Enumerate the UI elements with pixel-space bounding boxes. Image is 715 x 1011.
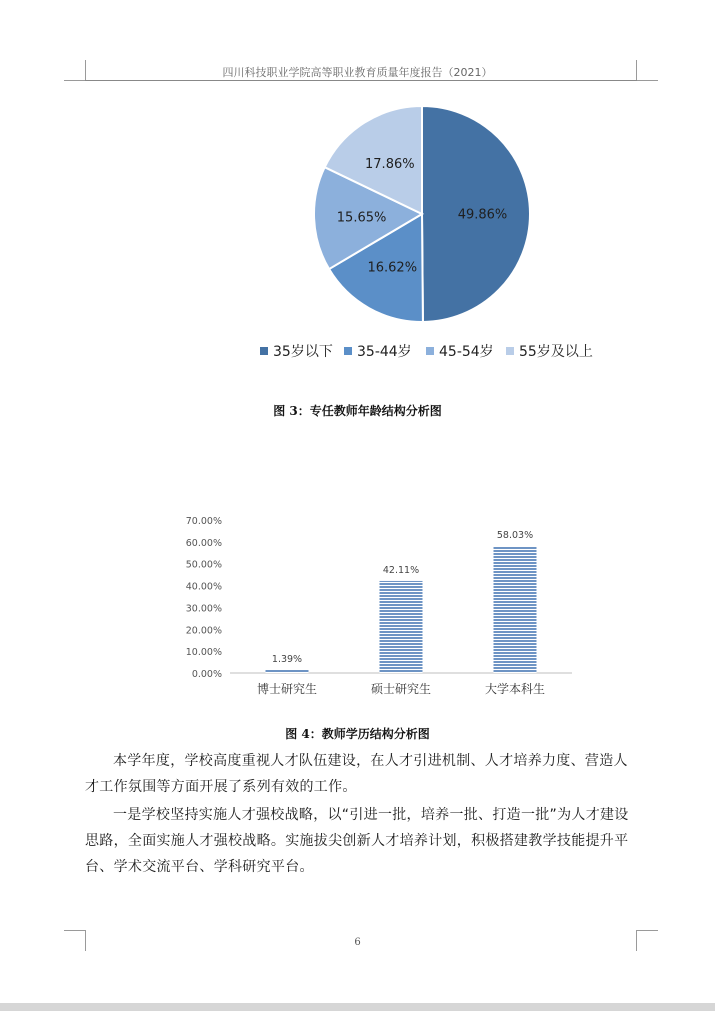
legend-swatch — [260, 347, 268, 355]
x-category-label: 大学本科生 — [484, 682, 546, 696]
legend-swatch — [506, 347, 514, 355]
legend-label: 35岁以下 — [273, 344, 333, 360]
figure-4-caption: 图 4：教师学历结构分析图 — [285, 727, 430, 741]
figure-3-caption: 图 3：专任教师年龄结构分析图 — [273, 404, 442, 418]
crop-mark — [64, 930, 85, 931]
crop-mark — [637, 80, 658, 81]
legend-swatch — [426, 347, 434, 355]
legend-label: 35-44岁 — [357, 344, 412, 360]
education-structure-bar-chart — [0, 505, 715, 705]
pie-slice-label: 17.86% — [365, 156, 415, 172]
y-tick-label: 60.00% — [185, 537, 222, 549]
x-category-label: 博士研究生 — [256, 682, 318, 696]
age-structure-pie-chart — [0, 90, 715, 380]
y-tick-label: 40.00% — [185, 581, 222, 593]
header-rule — [85, 80, 637, 81]
bar — [266, 670, 309, 673]
legend-swatch — [344, 347, 352, 355]
legend-label: 55岁及以上 — [519, 344, 593, 360]
crop-mark — [64, 80, 85, 81]
pie-slice-label: 49.86% — [457, 207, 508, 223]
y-tick-label: 50.00% — [185, 559, 222, 571]
legend-label: 45-54岁 — [439, 344, 494, 360]
pie-slice-label: 16.62% — [367, 260, 418, 276]
bar-value-label: 58.03% — [496, 530, 534, 542]
body-paragraph-1: 本学年度，学校高度重视人才队伍建设，在人才引进机制、人才培养力度、营造人才工作氛围等方面开展了系列有效的工作。 — [85, 753, 628, 795]
bar-value-label: 1.39% — [271, 653, 303, 665]
y-tick-label: 20.00% — [185, 625, 222, 637]
y-tick-label: 0.00% — [191, 669, 222, 680]
x-category-label: 硕士研究生 — [370, 682, 432, 696]
pie-slice-label: 15.65% — [336, 210, 387, 226]
bar — [494, 546, 537, 673]
y-tick-label: 30.00% — [185, 603, 222, 615]
body-paragraph-2: 一是学校坚持实施人才强校战略，以“引进一批，培养一批、打造一批”为人才建设思路，全面实施人才强校战略。实施拔尖创新人才培养计划，积极搭建教学技能提升平台、学术交流平台、学科研究平台。 — [85, 807, 629, 875]
bar-value-label: 42.11% — [382, 564, 420, 576]
running-header: 四川科技职业学院高等职业教育质量年度报告（2021） — [222, 66, 493, 79]
y-tick-label: 10.00% — [185, 647, 222, 659]
y-tick-label: 70.00% — [185, 516, 222, 527]
crop-mark — [637, 930, 658, 931]
page-edge — [0, 1003, 715, 1011]
page-number: 6 — [354, 937, 361, 948]
bar — [380, 581, 423, 673]
